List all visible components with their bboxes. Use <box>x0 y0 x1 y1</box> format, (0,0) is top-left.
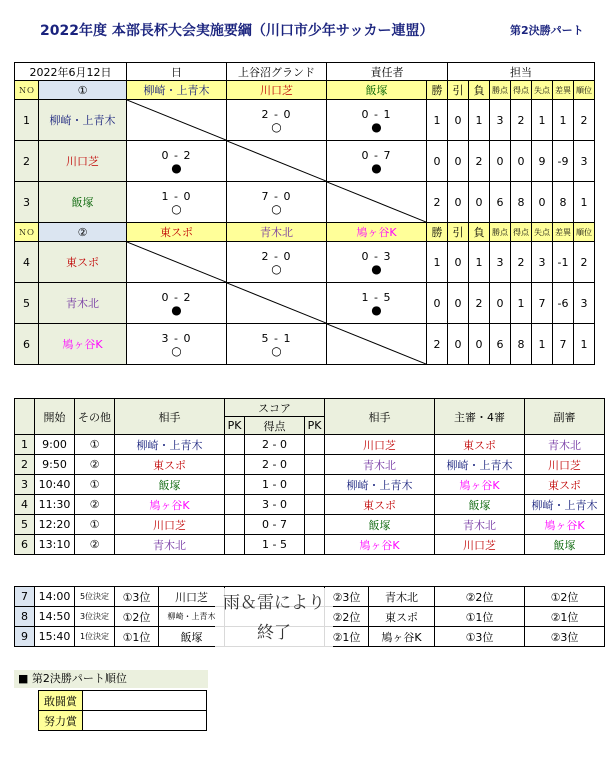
decision-label: 5位決定 <box>75 587 115 607</box>
result-mark: ○ <box>171 344 182 358</box>
diagonal-line <box>327 182 426 222</box>
stat-value: 2 <box>574 242 595 283</box>
team-no: 1 <box>15 100 39 141</box>
no-label: ＮＯ <box>15 223 39 242</box>
date: 2022年6月12日 <box>29 65 112 79</box>
award-label: 努力賞 <box>39 711 83 731</box>
assistant: 川口芝 <box>525 455 605 475</box>
stat-header: 順位 <box>574 223 595 242</box>
group-name: ① <box>39 81 127 100</box>
result-mark: ○ <box>271 262 282 276</box>
referee: 柳崎・上青木 <box>435 455 525 475</box>
points-header: 得点 <box>245 417 305 435</box>
diagonal-line <box>227 141 326 181</box>
league-table <box>14 62 595 365</box>
rain-notice <box>215 588 333 648</box>
stat-value: 2 <box>511 100 532 141</box>
score-value: 0 - 7 <box>361 149 392 162</box>
team-no: 3 <box>15 182 39 223</box>
ranking-title: ■ 第2決勝パート順位 <box>14 670 208 688</box>
match-row <box>15 435 605 455</box>
info-row <box>15 63 595 81</box>
team-no: 4 <box>15 242 39 283</box>
match-no: 6 <box>15 535 35 555</box>
score-value: 0 - 1 <box>361 108 392 121</box>
team-no: 6 <box>15 324 39 365</box>
group-mark: ② <box>75 495 115 515</box>
team-row <box>15 100 595 141</box>
award-value <box>83 711 207 731</box>
team-b: 東スポ <box>325 495 435 515</box>
referee: 鳩ヶ谷K <box>435 475 525 495</box>
score-value: 5 - 1 <box>261 332 292 345</box>
stat-header: 負 <box>469 223 490 242</box>
match-row <box>15 535 605 555</box>
match-score: 1 - 5 <box>245 535 305 555</box>
score-value: 0 - 2 <box>161 291 192 304</box>
diagonal-cell <box>327 324 427 365</box>
stat-value: 1 <box>511 283 532 324</box>
no-label: ＮＯ <box>15 81 39 100</box>
group-header-row <box>15 81 595 100</box>
stat-header: 引 <box>448 223 469 242</box>
diagonal-cell <box>227 283 327 324</box>
stat-header: 差異 <box>553 223 574 242</box>
stat-value: 0 <box>490 141 511 182</box>
score-cell <box>227 100 327 141</box>
stat-value: 0 <box>448 182 469 223</box>
stat-value: 9 <box>532 141 553 182</box>
decision-label: 3位決定 <box>75 607 115 627</box>
team-b: 鳩ヶ谷K <box>325 535 435 555</box>
stat-value: 7 <box>532 283 553 324</box>
team-b: 柳崎・上青木 <box>325 475 435 495</box>
team-a: 柳崎・上青木 <box>159 607 225 627</box>
stat-value: 3 <box>532 242 553 283</box>
score-cell <box>127 141 227 182</box>
stat-value: 0 <box>469 182 490 223</box>
match-no: 5 <box>15 515 35 535</box>
stat-value: -1 <box>553 242 574 283</box>
diagonal-line <box>127 100 226 140</box>
stat-value: 2 <box>574 100 595 141</box>
stat-value: 1 <box>553 100 574 141</box>
stat-value: 0 <box>427 283 448 324</box>
score-cell <box>127 283 227 324</box>
team-header: 柳崎・上青木 <box>127 81 227 100</box>
opponent-header: 相手 <box>115 399 225 435</box>
score-cell <box>327 283 427 324</box>
pk-cell <box>225 535 245 555</box>
referee: 東スポ <box>435 435 525 455</box>
staff-cell <box>448 63 595 81</box>
pk-cell <box>305 495 325 515</box>
result-mark: ● <box>371 262 382 276</box>
group-mark: ② <box>75 455 115 475</box>
stat-value: 3 <box>574 141 595 182</box>
score-cell <box>227 182 327 223</box>
stat-value: 6 <box>490 182 511 223</box>
team-a: 川口芝 <box>159 587 225 607</box>
stat-header: 順位 <box>574 81 595 100</box>
diagonal-cell <box>127 100 227 141</box>
stat-value: 8 <box>511 182 532 223</box>
stat-value: -6 <box>553 283 574 324</box>
score-value: 1 - 5 <box>361 291 392 304</box>
stat-value: 0 <box>511 141 532 182</box>
pk-cell <box>305 475 325 495</box>
group-name: ② <box>39 223 127 242</box>
diagonal-line <box>327 324 426 364</box>
pk-cell <box>305 515 325 535</box>
team-name: 鳩ヶ谷K <box>39 324 127 365</box>
match-score: 3 - 0 <box>245 495 305 515</box>
seed-b: ②2位 <box>325 607 369 627</box>
team-b: 青木北 <box>325 455 435 475</box>
match-no: 9 <box>15 627 35 647</box>
seed-b: ②1位 <box>325 627 369 647</box>
team-name: 東スポ <box>39 242 127 283</box>
pk-cell <box>305 435 325 455</box>
diagonal-cell <box>127 242 227 283</box>
referee: ①3位 <box>435 627 525 647</box>
kickoff-time: 9:00 <box>35 435 75 455</box>
stat-header: 差異 <box>553 81 574 100</box>
score-cell <box>127 182 227 223</box>
manager-label: 責任者 <box>370 65 404 79</box>
match-score: 0 - 7 <box>245 515 305 535</box>
kickoff-time: 10:40 <box>35 475 75 495</box>
score-cell <box>327 100 427 141</box>
stat-value: 0 <box>469 324 490 365</box>
ranking-row <box>39 691 207 711</box>
part-label: 第2決勝パート <box>510 24 584 37</box>
stat-value: 3 <box>490 100 511 141</box>
decision-label: 1位決定 <box>75 627 115 647</box>
stat-value: 1 <box>427 100 448 141</box>
team-row <box>15 182 595 223</box>
info-date-cell <box>15 63 127 81</box>
stat-value: 1 <box>469 242 490 283</box>
opponent2-header: 相手 <box>325 399 435 435</box>
team-a: 柳崎・上青木 <box>115 435 225 455</box>
stat-header: 失点 <box>532 223 553 242</box>
match-no: 4 <box>15 495 35 515</box>
rain-notice-line1: 雨＆雷により <box>223 593 325 613</box>
stat-value: 1 <box>427 242 448 283</box>
stat-header: 得点 <box>511 81 532 100</box>
result-mark: ● <box>171 303 182 317</box>
stat-value: 8 <box>511 324 532 365</box>
referee: 飯塚 <box>435 495 525 515</box>
team-no: 2 <box>15 141 39 182</box>
pk-header: PK <box>225 417 245 435</box>
team-name: 川口芝 <box>39 141 127 182</box>
stat-value: 0 <box>532 182 553 223</box>
stat-value: 1 <box>574 182 595 223</box>
stat-header: 勝 <box>427 223 448 242</box>
team-row <box>15 283 595 324</box>
assistant: ①2位 <box>525 587 605 607</box>
team-header: 川口芝 <box>227 81 327 100</box>
corner <box>15 399 35 435</box>
stat-value: 2 <box>427 182 448 223</box>
seed-a: ①3位 <box>115 587 159 607</box>
stat-value: 0 <box>448 242 469 283</box>
stat-value: 0 <box>448 283 469 324</box>
result-mark: ○ <box>171 202 182 216</box>
seed-b: ②3位 <box>325 587 369 607</box>
score-cell <box>227 324 327 365</box>
kickoff-time: 15:40 <box>35 627 75 647</box>
result-mark: ● <box>371 303 382 317</box>
stat-value: -9 <box>553 141 574 182</box>
pk-cell <box>225 495 245 515</box>
seed-a: ①2位 <box>115 607 159 627</box>
stat-header: 引 <box>448 81 469 100</box>
score-value: 2 - 0 <box>261 108 292 121</box>
pk-cell <box>225 435 245 455</box>
score-cell <box>327 141 427 182</box>
assistant: 青木北 <box>525 435 605 455</box>
kickoff-time: 13:10 <box>35 535 75 555</box>
stat-value: 6 <box>490 324 511 365</box>
assistant-header: 副審 <box>525 399 605 435</box>
team-a: 飯塚 <box>159 627 225 647</box>
pk-cell <box>225 515 245 535</box>
group-mark: ① <box>75 435 115 455</box>
result-mark: ● <box>371 161 382 175</box>
stat-header: 勝 <box>427 81 448 100</box>
match-no: 8 <box>15 607 35 627</box>
pk-cell <box>225 455 245 475</box>
score-value: 0 - 2 <box>161 149 192 162</box>
team-b: 川口芝 <box>325 435 435 455</box>
result-mark: ● <box>171 161 182 175</box>
diagonal-line <box>127 242 226 282</box>
stat-value: 1 <box>532 324 553 365</box>
diagonal-line <box>227 283 326 323</box>
match-no: 2 <box>15 455 35 475</box>
assistant: 東スポ <box>525 475 605 495</box>
group-mark: ② <box>75 535 115 555</box>
score-value: 0 - 3 <box>361 250 392 263</box>
team-b: 鳩ヶ谷K <box>369 627 435 647</box>
stat-value: 2 <box>469 141 490 182</box>
rain-notice-line2: 終了 <box>257 623 291 643</box>
pk-cell <box>305 455 325 475</box>
team-b: 東スポ <box>369 607 435 627</box>
kickoff-time: 14:00 <box>35 587 75 607</box>
pk-header: PK <box>305 417 325 435</box>
stat-value: 2 <box>511 242 532 283</box>
assistant: 飯塚 <box>525 535 605 555</box>
team-header: 鳩ヶ谷K <box>327 223 427 242</box>
match-row <box>15 495 605 515</box>
pk-cell <box>305 535 325 555</box>
schedule-header-row <box>15 399 605 417</box>
result-mark: ○ <box>271 202 282 216</box>
result-mark: ○ <box>271 120 282 134</box>
match-no: 3 <box>15 475 35 495</box>
stat-header: 失点 <box>532 81 553 100</box>
award-label: 敢闘賞 <box>39 691 83 711</box>
match-no: 1 <box>15 435 35 455</box>
stat-header: 勝点 <box>490 223 511 242</box>
kickoff-time: 11:30 <box>35 495 75 515</box>
assistant: 柳崎・上青木 <box>525 495 605 515</box>
stat-value: 0 <box>448 100 469 141</box>
team-name: 柳崎・上青木 <box>39 100 127 141</box>
kickoff-time: 14:50 <box>35 607 75 627</box>
match-score: 1 - 0 <box>245 475 305 495</box>
match-row <box>15 455 605 475</box>
referee: ①1位 <box>435 607 525 627</box>
staff-label: 担当 <box>510 65 532 79</box>
team-row <box>15 141 595 182</box>
pk-cell <box>225 475 245 495</box>
result-mark: ● <box>371 120 382 134</box>
team-row <box>15 324 595 365</box>
match-no: 7 <box>15 587 35 607</box>
kickoff-time: 9:50 <box>35 455 75 475</box>
score-value: 2 - 0 <box>261 250 292 263</box>
manager-cell <box>327 63 448 81</box>
stat-value: 8 <box>553 182 574 223</box>
stat-value: 0 <box>448 324 469 365</box>
group-header-row <box>15 223 595 242</box>
team-row <box>15 242 595 283</box>
team-a: 青木北 <box>115 535 225 555</box>
match-row <box>15 475 605 495</box>
start-header: 開始 <box>35 399 75 435</box>
referee-header: 主審・4審 <box>435 399 525 435</box>
stat-value: 7 <box>553 324 574 365</box>
score-cell <box>227 242 327 283</box>
team-header: 青木北 <box>227 223 327 242</box>
page-title: 2022年度 本部長杯大会実施要綱（川口市少年サッカー連盟） <box>40 23 434 39</box>
weekday: 日 <box>127 63 227 81</box>
ranking-table <box>38 690 207 731</box>
stat-header: 得点 <box>511 223 532 242</box>
team-name: 青木北 <box>39 283 127 324</box>
team-b: 青木北 <box>369 587 435 607</box>
seed-a: ①1位 <box>115 627 159 647</box>
score-value: 7 - 0 <box>261 190 292 203</box>
team-a: 飯塚 <box>115 475 225 495</box>
team-a: 東スポ <box>115 455 225 475</box>
match-score: 2 - 0 <box>245 455 305 475</box>
schedule-table <box>14 398 605 555</box>
assistant: ②1位 <box>525 607 605 627</box>
team-name: 飯塚 <box>39 182 127 223</box>
stat-value: 3 <box>490 242 511 283</box>
diagonal-cell <box>227 141 327 182</box>
diagonal-cell <box>327 182 427 223</box>
venue: 上谷沼グランド <box>227 63 327 81</box>
stat-value: 1 <box>574 324 595 365</box>
referee: 青木北 <box>435 515 525 535</box>
group-mark: ① <box>75 475 115 495</box>
team-no: 5 <box>15 283 39 324</box>
assistant: 鳩ヶ谷K <box>525 515 605 535</box>
group-mark: ① <box>75 515 115 535</box>
team-header: 東スポ <box>127 223 227 242</box>
stat-value: 0 <box>448 141 469 182</box>
match-score: 2 - 0 <box>245 435 305 455</box>
ranking-row <box>39 711 207 731</box>
stat-value: 3 <box>574 283 595 324</box>
stat-value: 1 <box>469 100 490 141</box>
result-mark: ○ <box>271 344 282 358</box>
stat-value: 2 <box>427 324 448 365</box>
team-b: 飯塚 <box>325 515 435 535</box>
team-header: 飯塚 <box>327 81 427 100</box>
team-a: 鳩ヶ谷K <box>115 495 225 515</box>
stat-value: 0 <box>490 283 511 324</box>
stat-value: 1 <box>532 100 553 141</box>
award-value <box>83 691 207 711</box>
other-header: その他 <box>75 399 115 435</box>
match-row <box>15 515 605 535</box>
referee: ②2位 <box>435 587 525 607</box>
stat-value: 0 <box>427 141 448 182</box>
assistant: ②3位 <box>525 627 605 647</box>
kickoff-time: 12:20 <box>35 515 75 535</box>
stat-header: 負 <box>469 81 490 100</box>
score-cell <box>327 242 427 283</box>
referee: 川口芝 <box>435 535 525 555</box>
team-a: 川口芝 <box>115 515 225 535</box>
stat-value: 2 <box>469 283 490 324</box>
score-cell <box>127 324 227 365</box>
stat-header: 勝点 <box>490 81 511 100</box>
score-value: 1 - 0 <box>161 190 192 203</box>
score-value: 3 - 0 <box>161 332 192 345</box>
score-header: スコア <box>225 399 325 417</box>
